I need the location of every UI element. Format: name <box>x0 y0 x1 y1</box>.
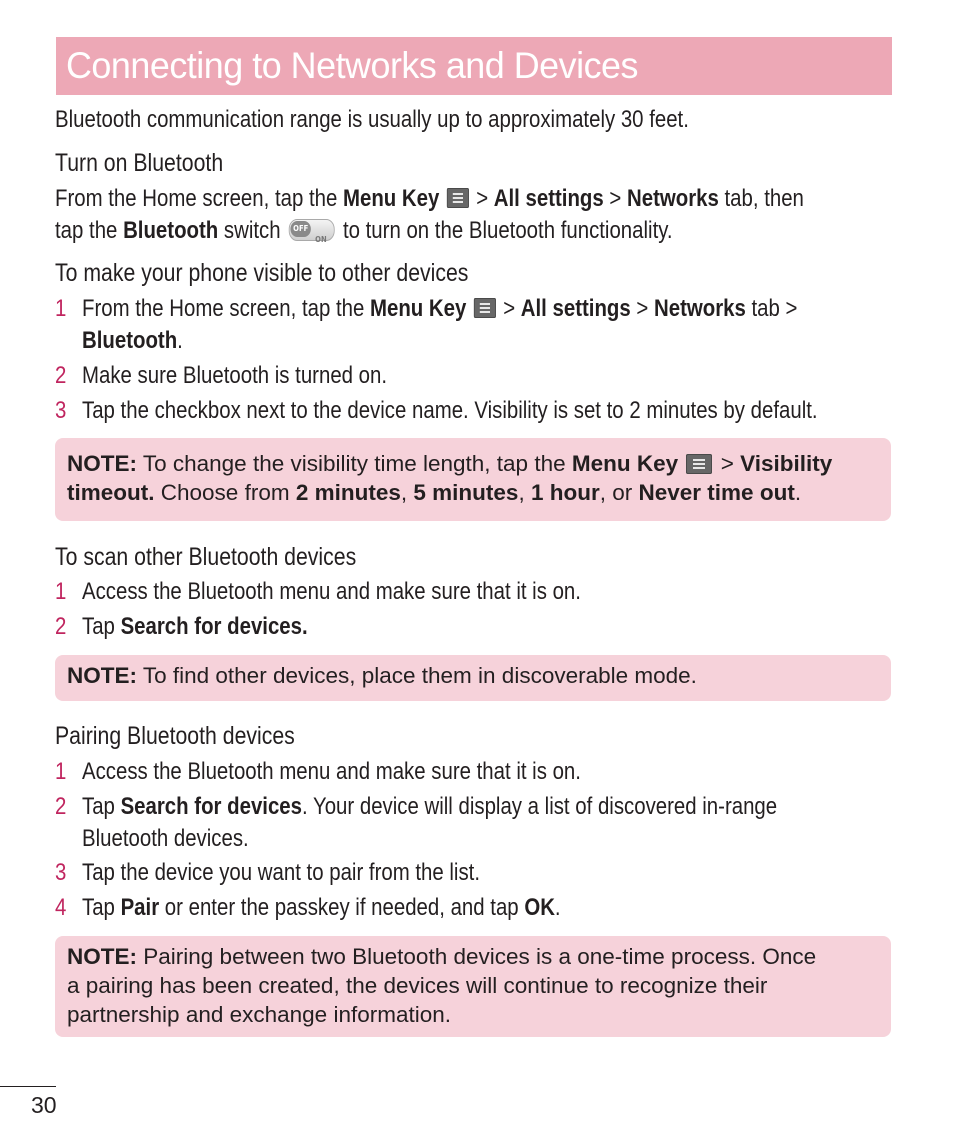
note-line <box>67 942 816 971</box>
pair-label: Pair <box>120 894 160 921</box>
turn-on-heading: Turn on Bluetooth <box>55 149 224 177</box>
menu-key-label: Menu Key <box>370 295 467 322</box>
text: Tap <box>82 793 115 820</box>
note-line <box>67 661 697 690</box>
pairing-step-1: Access the Bluetooth menu and make sure that it is on. <box>82 758 581 785</box>
step-number: 4 <box>55 894 67 921</box>
option-1-hour: 1 hour <box>530 480 600 505</box>
bluetooth-label: Bluetooth <box>82 327 178 354</box>
pairing-heading: Pairing Bluetooth devices <box>55 722 295 750</box>
step-number: 3 <box>55 859 67 886</box>
intro-text: Bluetooth communication range is usually up to approximately 30 feet. <box>55 106 689 133</box>
visible-step-3: Tap the checkbox next to the device name. Visibility is set to 2 minutes by default. <box>82 397 818 424</box>
visible-step-1 <box>82 293 797 325</box>
turn-on-line-1 <box>55 183 804 215</box>
text: To find other devices, place them in discoverable mode. <box>142 663 697 688</box>
text: , <box>518 480 525 505</box>
text: > <box>720 451 734 476</box>
text: > <box>609 185 622 212</box>
text: to turn on the Bluetooth functionality. <box>342 217 673 244</box>
menu-key-label: Menu Key <box>571 451 679 476</box>
note-label: NOTE: <box>67 451 137 476</box>
text: > <box>503 295 516 322</box>
note-line <box>67 449 832 478</box>
all-settings-label: All settings <box>520 295 631 322</box>
text: . <box>554 894 561 921</box>
note-box <box>55 655 891 701</box>
option-2-minutes: 2 minutes <box>295 480 401 505</box>
note-line: a pairing has been created, the devices will continue to recognize their <box>67 973 768 998</box>
step-number: 2 <box>55 613 67 640</box>
networks-label: Networks <box>626 185 719 212</box>
menu-key-label: Menu Key <box>343 185 440 212</box>
note-label: NOTE: <box>67 944 137 969</box>
menu-key-icon <box>447 188 469 208</box>
scan-step-2 <box>82 611 308 643</box>
pairing-step-2 <box>82 791 777 823</box>
pairing-step-3: Tap the device you want to pair from the list. <box>82 859 480 886</box>
note-box <box>55 438 891 521</box>
all-settings-label: All settings <box>493 185 604 212</box>
step-number: 2 <box>55 362 67 389</box>
turn-on-line-2 <box>55 215 673 247</box>
text: > <box>476 185 489 212</box>
note-line: partnership and exchange information. <box>67 1002 451 1027</box>
step-number: 1 <box>55 295 67 322</box>
switch-off-label: OFF <box>291 221 311 237</box>
search-devices-label: Search for devices. <box>120 613 308 640</box>
step-number: 1 <box>55 758 67 785</box>
text: switch <box>223 217 281 244</box>
page-title: Connecting to Networks and Devices <box>66 45 639 86</box>
text: Pairing between two Bluetooth devices is a one-time process. Once <box>143 944 817 969</box>
timeout-label: timeout. <box>67 480 155 505</box>
page-number: 30 <box>31 1092 57 1118</box>
scan-step-1: Access the Bluetooth menu and make sure that it is on. <box>82 578 581 605</box>
ok-label: OK <box>524 894 555 921</box>
note-box <box>55 936 891 1037</box>
text: or enter the passkey if needed, and tap <box>164 894 519 921</box>
text: Tap <box>82 613 115 640</box>
switch-on-label: ON <box>315 235 327 244</box>
text: tab, then <box>724 185 804 212</box>
title-bar <box>56 37 892 95</box>
pairing-step-4 <box>82 892 561 924</box>
footer-rule <box>0 1086 56 1087</box>
text: tab > <box>751 295 798 322</box>
text: Tap <box>82 894 115 921</box>
text: From the Home screen, tap the <box>82 295 365 322</box>
text: . Your device will display a list of discovered in-range <box>302 793 778 820</box>
visible-step-1-cont <box>82 325 183 357</box>
menu-key-icon <box>686 454 712 474</box>
bluetooth-switch-icon <box>289 219 335 244</box>
text: . <box>177 327 183 354</box>
text: tap the <box>55 217 118 244</box>
visibility-label: Visibility <box>740 451 833 476</box>
note-line <box>67 478 801 507</box>
networks-label: Networks <box>653 295 746 322</box>
step-number: 3 <box>55 397 67 424</box>
option-never: Never time out <box>638 480 795 505</box>
visible-step-2: Make sure Bluetooth is turned on. <box>82 362 388 389</box>
pairing-step-2-cont: Bluetooth devices. <box>82 825 249 852</box>
text: From the Home screen, tap the <box>55 185 338 212</box>
search-devices-label: Search for devices <box>120 793 303 820</box>
text: > <box>636 295 649 322</box>
text: , <box>400 480 408 505</box>
scan-heading: To scan other Bluetooth devices <box>55 543 357 571</box>
option-5-minutes: 5 minutes <box>413 480 519 505</box>
menu-key-icon <box>474 298 496 318</box>
note-label: NOTE: <box>67 663 137 688</box>
text: . <box>794 480 802 505</box>
bluetooth-label: Bluetooth <box>123 217 219 244</box>
text: Choose from <box>160 480 290 505</box>
step-number: 2 <box>55 793 67 820</box>
visible-heading: To make your phone visible to other devices <box>55 259 469 287</box>
text: To change the visibility time length, tap the <box>142 451 566 476</box>
step-number: 1 <box>55 578 67 605</box>
text: , or <box>599 480 633 505</box>
